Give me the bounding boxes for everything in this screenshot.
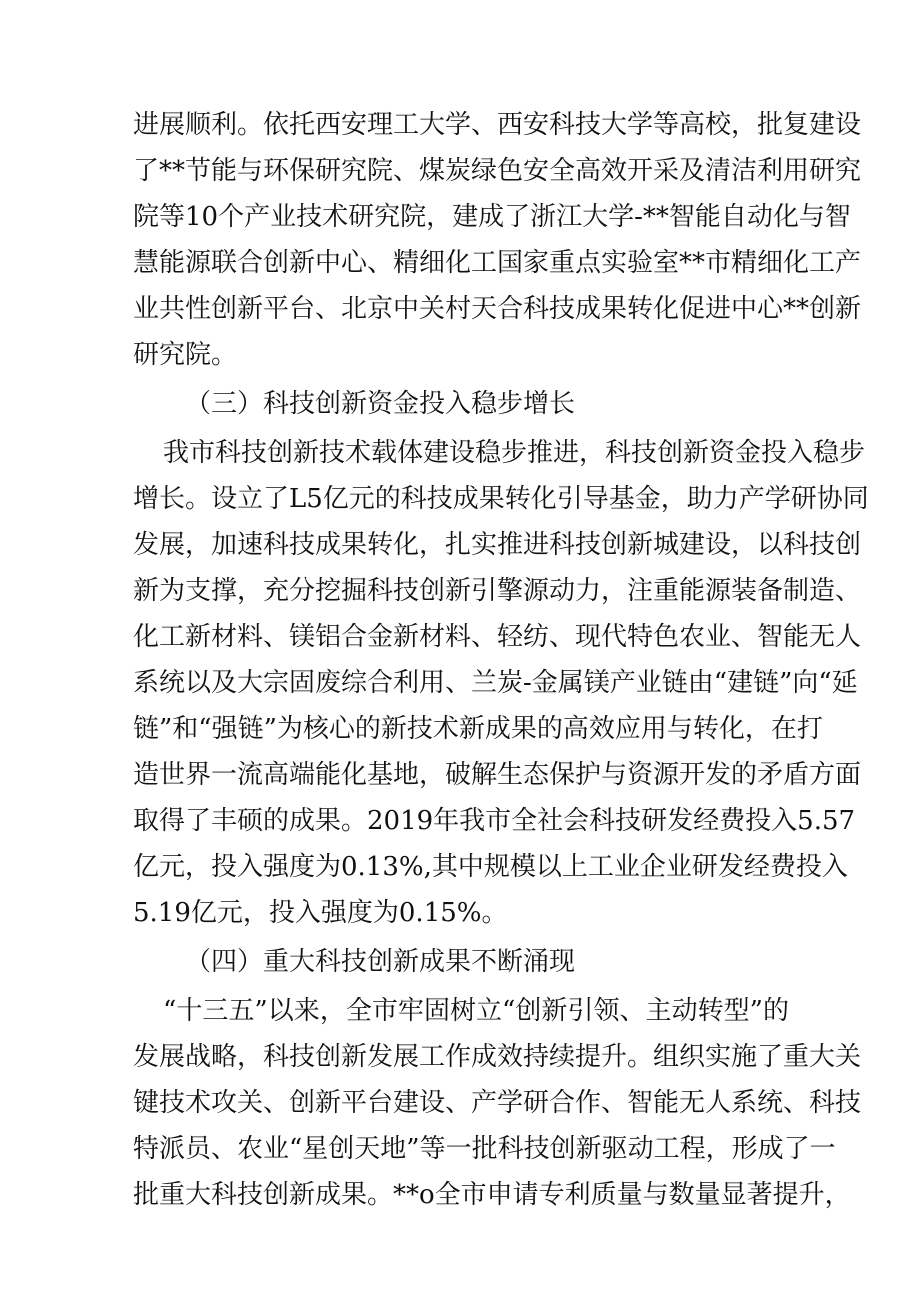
text-line: 特派员、农业“星创天地”等一批科技创新驱动工程，形成了一: [133, 1134, 836, 1164]
text-line: 系统以及大宗固废综合利用、兰炭-金属镁产业链由“建链”向“延: [133, 668, 858, 698]
text-line: 院等10个产业技术研究院，建成了浙江大学-**智能自动化与智: [133, 202, 851, 232]
text-line: 业共性创新平台、北京中关村天合科技成果转化促进中心**创新: [133, 294, 862, 324]
text-line: 发展，加速科技成果转化，扎实推进科技创新城建设，以科技创: [133, 530, 862, 560]
document-body: [133, 102, 869, 1218]
text-line: 取得了丰硕的成果。2019年我市全社会科技研发经费投入5.57: [133, 806, 856, 836]
text-line: 了**节能与环保研究院、煤炭绿色安全高效开采及清洁利用研究: [133, 156, 862, 186]
text-line: 新为支撑，充分挖掘科技创新引擎源动力，注重能源装备制造、: [133, 576, 862, 606]
text-line: 我市科技创新技术载体建设稳步推进，科技创新资金投入稳步: [163, 438, 866, 468]
text-line: 发展战略，科技创新发展工作成效持续提升。组织实施了重大关: [133, 1042, 862, 1072]
text-line: 化工新材料、镁铝合金新材料、轻纺、现代特色农业、智能无人: [133, 622, 862, 652]
text-line: “十三五”以来，全市牢固树立“创新引领、主动转型”的: [163, 996, 789, 1026]
text-line: 亿元，投入强度为0.13%,其中规模以上工业企业研发经费投入: [133, 852, 848, 882]
paragraph-funding: [133, 430, 869, 936]
text-line: 研究院。: [133, 340, 238, 370]
section-heading-3: （三）科技创新资金投入稳步增长: [185, 389, 576, 419]
text-line: 造世界一流高端能化基地，破解生态保护与资源开发的矛盾方面: [133, 760, 862, 790]
text-line: 5.19亿元，投入强度为0.15%。: [133, 898, 508, 928]
text-line: 链”和“强链”为核心的新技术新成果的高效应用与转化，在打: [133, 714, 823, 744]
paragraph-research-institutes: [133, 102, 862, 378]
paragraph-achievements: [133, 988, 862, 1218]
text-line: 慧能源联合创新中心、精细化工国家重点实验室**市精细化工产: [133, 248, 862, 278]
section-heading-4: （四）重大科技创新成果不断涌现: [185, 947, 576, 977]
text-line: 增长。设立了L5亿元的科技成果转化引导基金，助力产学研协同: [133, 484, 869, 514]
text-line: 进展顺利。依托西安理工大学、西安科技大学等高校，批复建设: [133, 110, 862, 140]
text-line: 键技术攻关、创新平台建设、产学研合作、智能无人系统、科技: [133, 1088, 862, 1118]
text-line: 批重大科技创新成果。**o全市申请专利质量与数量显著提升，: [133, 1180, 851, 1210]
